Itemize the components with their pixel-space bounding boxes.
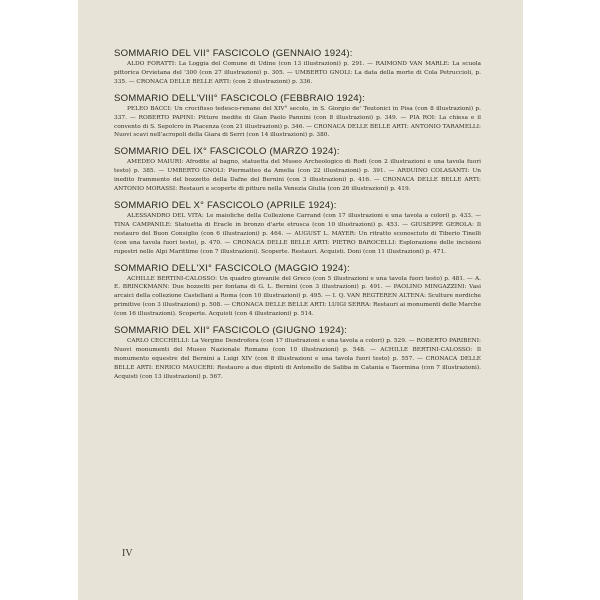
section-body: PELEO BACCI: Un crocifisso tedesco-renano del XIV° secolo, in S. Giorgio de' Teutonici in Pisa (con 8 illustrazioni) p. 337. — ROBERTO PAPINI: Pitture inedite di Gian Paolo Pannini (con 8 illustrazioni) p. 349. — PIA ROI: La chiesa e il convento di S. Sepolcro in Piacenza (con 21 illustrazioni) p. 346. — CRONACA DELLE BELLE ARTI: ANTONIO TARAMELLI: Nuovi scavi nell'acropoli della Giara di Serri (con 14 illustrazioni) p. 380. [114, 105, 481, 139]
issue-summary-vii [114, 48, 481, 87]
section-body: CARLO CECCHELLI: La Vergine Dendrofora (con 17 illustrazioni e una tavola a colori) p. 529. — ROBERTO PARIBENI: Nuovi monumenti del Museo Nazionale Romano (con 10 illustrazioni) p. 548. — ACHILLE BERTINI-CALOSSO: Il monumento equestre del Bernini a Luigi XIV (con 8 illustrazioni e una tavola fuori testo) p. 557. — CRONACA DELLE BELLE ARTI: ENRICO MAUCERI: Restauro a due dipinti di Antonello de Saliba in Catania e Taormina (con 7 illustrazioni). Acquisti (con 13 illustrazioni) p. 567. [114, 338, 481, 380]
section-body: ALDO FORATTI: La Loggia del Comune di Udine (con 13 illustrazioni) p. 291. — RAIMOND VAN MARLE: La scuola pittorica Orvietana del '300 (con 27 illustrazioni) p. 305. — UMBERTO GNOLI: La data della morte di Cola Petruccioli, p. 335. — CRONACA DELLE BELLE ARTI: (con 2 illustrazioni) p. 336. [114, 61, 481, 85]
section-body: ALESSANDRO DEL VITA: Le maioliche della Collezione Carrand (con 17 illustrazioni e una tavola a colori) p. 433. — TINA CAMPANILE: Statuetta di Eracle in bronzo d'arte etrusca (con 10 illustrazioni) p. 453. — GIUSEPPE GEROLA: Il restauro del Buon Consiglio (con 6 illustrazioni) p. 464. — AUGUST L. MAYER: Un ritratto sconosciuto di Tiberio Tinelli (con una tavola fuori testo), p. 470. — CRONACA DELLE BELLE ARTI: PIETRO BAROCELLI: Esplorazione delle incisioni rupestri nelle Alpi Marittime (con 7 illustrazioni). Scoperte. Restauri. Acquisti. Doni (con 11 illustrazioni) p. 471. [114, 212, 481, 255]
section-heading: SOMMARIO DEL X° FASCICOLO (APRILE 1924): [114, 199, 337, 211]
book-page [78, 0, 523, 600]
section-heading: SOMMARIO DEL VII° FASCICOLO (GENNAIO 1924): [114, 48, 353, 59]
issue-summary-viii [114, 93, 481, 141]
page-number: IV [122, 548, 133, 559]
section-heading: SOMMARIO DELL'VIII° FASCICOLO (FEBBRAIO 1924): [114, 92, 366, 104]
section-heading: SOMMARIO DEL IX° FASCICOLO (MARZO 1924): [114, 146, 340, 158]
section-heading: SOMMARIO DEL XII° FASCICOLO (GIUGNO 1924): [114, 325, 348, 337]
section-body: AMEDEO MAIURI: Afrodite al bagno, statuetta del Museo Archeologico di Rodi (con 2 illustrazioni e una tavola fuori testo) p. 385. — UMBERTO GNOLI: Piermatteo da Amelia (con 22 illustrazioni) p. 391. — ARDUINO COLASANTI: Un inedito frammento del bozzetto della Dafne del Bernini (con 3 illustrazioni) p. 416. — CRONACA DELLE BELLE ARTI: ANTONIO MORASSI: Restauri e scoperte di pitture nella Venezia Giulia (con 26 illustrazioni) p. 419. [114, 159, 481, 193]
issue-summary-xii [114, 325, 481, 382]
section-body: ACHILLE BERTINI-CALOSSO: Un quadro giovanile del Greco (con 5 illustrazioni e una tavola fuori testo) p. 481. — A. E. BRINCKMANN: Due bozzetti per fontana di G. L. Bernini (con 3 illustrazioni) p. 491. — PAOLINO MINGAZZINI: Vasi arcaici della collezione Castellani a Roma (con 10 illustrazioni) p. 495. — I. Q. VAN REGTEREN ALTENA: Sculture nordiche primitive (con 3 illustrazioni) p. 508. — CRONACA DELLE BELLE ARTI: LUIGI SERRA: Restauri ai monumenti delle Marche (con 16 illustrazioni). Scoperte. Acquisti (con 4 illustrazioni) p. 514. [114, 275, 481, 318]
issue-summary-ix [114, 146, 481, 194]
issue-summary-xi [114, 263, 481, 320]
table-of-contents [114, 48, 481, 388]
section-heading: SOMMARIO DELL'XI° FASCICOLO (MAGGIO 1924): [114, 262, 350, 274]
issue-summary-x [114, 200, 481, 257]
